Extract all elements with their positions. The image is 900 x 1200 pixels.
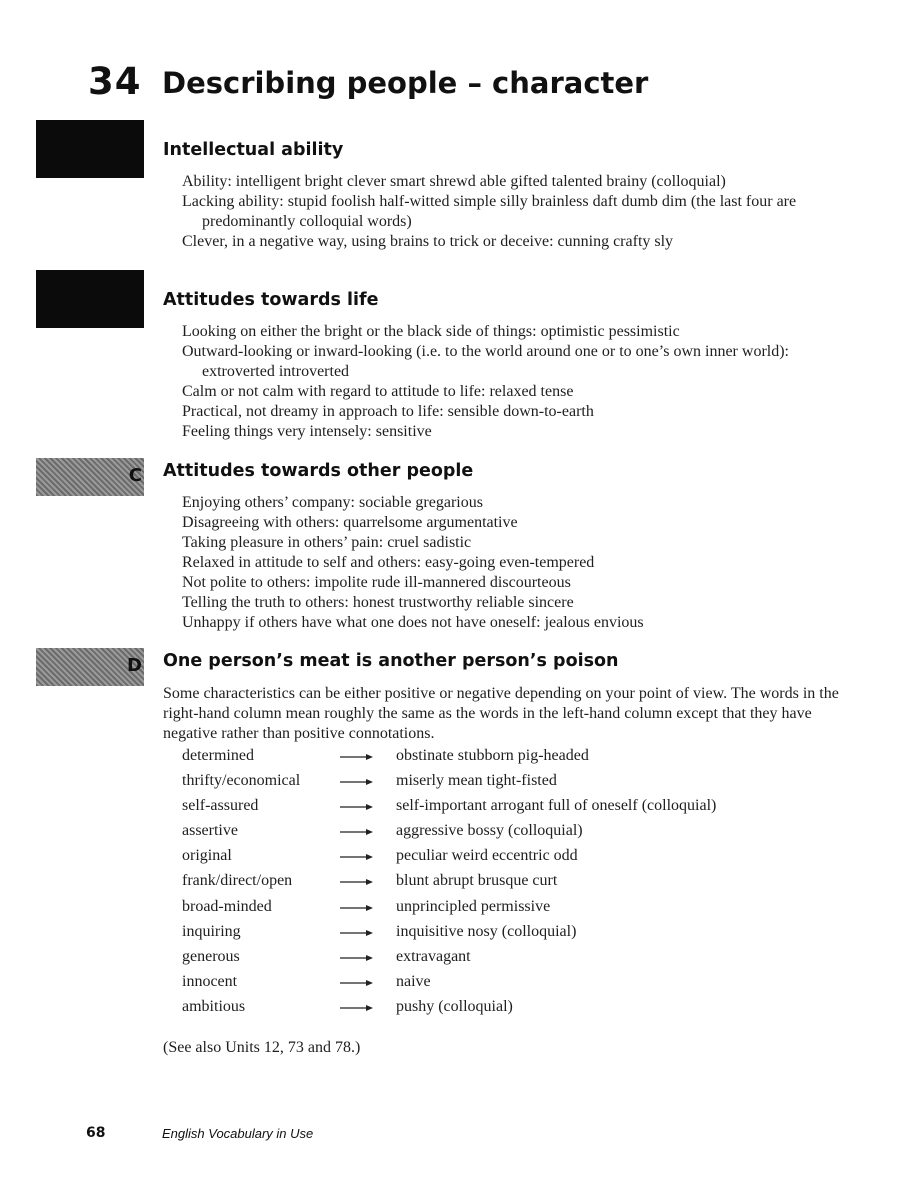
positive-word: inquiring	[182, 922, 241, 940]
see-also-note: (See also Units 12, 73 and 78.)	[163, 1039, 361, 1056]
word-pair-row	[182, 797, 802, 822]
section-c-line: Disagreeing with others: quarrelsome argumentative	[182, 514, 518, 531]
negative-words: self-important arrogant full of oneself (colloquial)	[396, 797, 717, 815]
section-c-marker	[36, 458, 144, 496]
word-pair-row	[182, 872, 802, 897]
section-b-marker	[36, 270, 144, 328]
word-pair-row	[182, 898, 802, 923]
negative-words: pushy (colloquial)	[396, 997, 513, 1015]
word-pair-row	[182, 973, 802, 998]
right-arrow-icon	[338, 973, 376, 993]
section-c-heading: Attitudes towards other people	[163, 461, 474, 481]
section-c-line: Relaxed in attitude to self and others: easy-going even-tempered	[182, 554, 595, 571]
negative-words: peculiar weird eccentric odd	[396, 847, 578, 865]
negative-words: miserly mean tight-fisted	[396, 772, 557, 790]
section-d-letter: D	[127, 655, 142, 676]
section-b-line: Feeling things very intensely: sensitive	[182, 423, 432, 440]
negative-words: extravagant	[396, 947, 471, 965]
section-c-line: Enjoying others’ company: sociable gregarious	[182, 494, 483, 511]
negative-words: naive	[396, 972, 431, 990]
right-arrow-icon	[338, 772, 376, 792]
word-pair-row	[182, 998, 802, 1023]
negative-words: blunt abrupt brusque curt	[396, 872, 558, 890]
word-pair-row	[182, 772, 802, 797]
right-arrow-icon	[338, 923, 376, 943]
section-c-line: Telling the truth to others: honest trustworthy reliable sincere	[182, 594, 574, 611]
section-a-line: Ability: intelligent bright clever smart shrewd able gifted talented brainy (colloquial)	[182, 173, 726, 190]
positive-word: assertive	[182, 822, 238, 840]
section-c-line: Taking pleasure in others’ pain: cruel sadistic	[182, 534, 472, 551]
section-a-line: Clever, in a negative way, using brains to trick or deceive: cunning crafty sly	[182, 233, 674, 250]
positive-word: thrifty/economical	[182, 772, 301, 790]
section-c-letter: C	[128, 465, 142, 486]
section-b-line: Practical, not dreamy in approach to life: sensible down-to-earth	[182, 403, 594, 420]
section-a-line: Lacking ability: stupid foolish half-witted simple silly brainless daft dumb dim (the last four are predominantly colloquial words)	[182, 193, 797, 230]
section-b-body	[182, 322, 842, 442]
section-c-line: Not polite to others: impolite rude ill-mannered discourteous	[182, 574, 571, 591]
section-d-intro: Some characteristics can be either positive or negative depending on your point of view. The words in the right-hand column mean roughly the same as the words in the left-hand column except that they have negative rather than positive connotations.	[163, 685, 839, 742]
right-arrow-icon	[338, 998, 376, 1018]
section-a-body	[182, 172, 842, 252]
positive-word: self-assured	[182, 797, 259, 815]
unit-number: 34	[88, 60, 142, 103]
word-pairs-list	[182, 747, 802, 1023]
section-b-heading: Attitudes towards life	[163, 290, 379, 310]
section-b-line: Outward-looking or inward-looking (i.e. to the world around one or to one’s own inner world): extroverted introverted	[182, 343, 789, 380]
section-a-marker	[36, 120, 144, 178]
positive-word: frank/direct/open	[182, 872, 293, 890]
negative-words: inquisitive nosy (colloquial)	[396, 922, 577, 940]
positive-word: generous	[182, 947, 240, 965]
right-arrow-icon	[338, 822, 376, 842]
positive-word: broad-minded	[182, 897, 272, 915]
section-d-marker	[36, 648, 144, 686]
right-arrow-icon	[338, 747, 376, 767]
section-d-heading: One person’s meat is another person’s poison	[163, 651, 619, 671]
negative-words: obstinate stubborn pig-headed	[396, 747, 589, 764]
right-arrow-icon	[338, 872, 376, 892]
word-pair-row	[182, 822, 802, 847]
section-b-line: Looking on either the bright or the black side of things: optimistic pessimistic	[182, 323, 680, 340]
negative-words: aggressive bossy (colloquial)	[396, 822, 583, 840]
positive-word: determined	[182, 747, 254, 764]
section-b-line: Calm or not calm with regard to attitude to life: relaxed tense	[182, 383, 574, 400]
positive-word: innocent	[182, 972, 238, 990]
book-title: English Vocabulary in Use	[162, 1126, 314, 1141]
word-pair-row	[182, 923, 802, 948]
right-arrow-icon	[338, 797, 376, 817]
word-pair-row	[182, 747, 802, 772]
right-arrow-icon	[338, 847, 376, 867]
page-number: 68	[86, 1125, 106, 1141]
right-arrow-icon	[338, 898, 376, 918]
positive-word: original	[182, 847, 232, 865]
word-pair-row	[182, 948, 802, 973]
positive-word: ambitious	[182, 997, 246, 1015]
negative-words: unprincipled permissive	[396, 897, 551, 915]
section-c-body	[182, 493, 842, 633]
section-a-heading: Intellectual ability	[163, 140, 344, 160]
word-pair-row	[182, 847, 802, 872]
section-c-line: Unhappy if others have what one does not have oneself: jealous envious	[182, 614, 644, 631]
unit-title: Describing people – character	[162, 66, 649, 100]
right-arrow-icon	[338, 948, 376, 968]
